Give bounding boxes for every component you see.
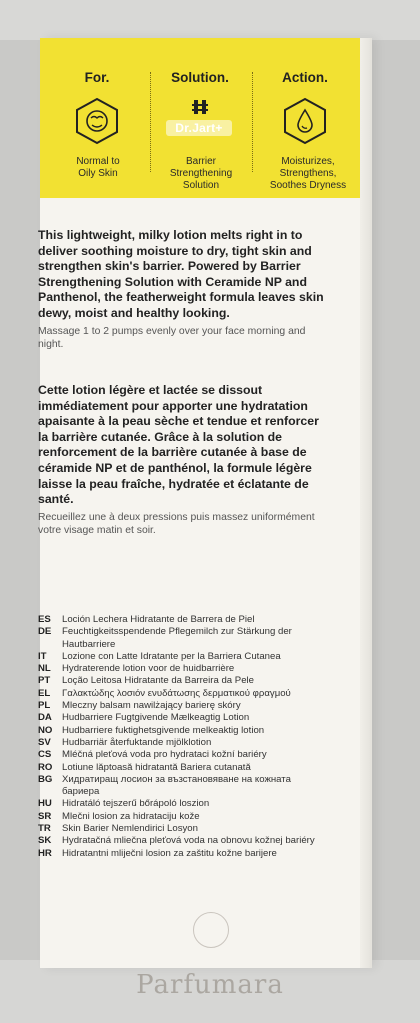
box-edge xyxy=(360,38,370,968)
face-icon xyxy=(74,96,120,146)
language-row xyxy=(38,614,328,626)
sub-line: Moisturizes, xyxy=(281,156,335,167)
language-text: Feuchtigkeitsspendende Pflegemilch zur Stärkung der Hautbarriere xyxy=(62,626,292,650)
language-code: RO xyxy=(38,761,53,773)
column-title-solution: Solution. xyxy=(171,70,229,85)
language-row xyxy=(38,737,328,749)
language-row xyxy=(38,811,328,823)
language-text: Hudbarriär återfuktande mjölklotion xyxy=(62,736,212,748)
language-text: Mleczny balsam nawilżający barierę skóry xyxy=(62,700,241,712)
language-row xyxy=(38,774,328,799)
language-text: Lozione con Latte Idratante per la Barriera Cutanea xyxy=(62,650,281,662)
language-text: Mlečni losion za hidrataciju kože xyxy=(62,810,200,822)
language-text: Hidratáló tejszerű bőrápoló loszion xyxy=(62,798,210,810)
watermark: Parfumara xyxy=(136,970,284,1000)
english-directions: Massage 1 to 2 pumps evenly over your face morning and night. xyxy=(38,325,306,350)
language-row xyxy=(38,823,328,835)
column-title-for: For. xyxy=(84,70,110,85)
language-row xyxy=(38,688,328,700)
language-row xyxy=(38,762,328,774)
language-code: PT xyxy=(38,675,51,687)
sub-line: Soothes Dryness xyxy=(269,180,347,191)
language-row xyxy=(38,712,328,724)
drop-shield-icon xyxy=(282,96,328,146)
background-top xyxy=(0,0,420,40)
language-text: Mléčná pleťová voda pro hydrataci kožní bariéry xyxy=(62,749,267,761)
language-text: Hudbarriere fuktighetsgivende melkeaktig lotion xyxy=(62,724,265,736)
language-code: NO xyxy=(38,724,53,736)
language-code: ES xyxy=(38,614,51,625)
sub-line: Strengthens, xyxy=(279,168,337,179)
column-sub-action xyxy=(260,156,356,192)
english-description xyxy=(38,228,328,351)
language-text: Γαλακτώδης λοσιόν ενυδάτωσης δερματικού φραγμού xyxy=(62,687,291,699)
language-text: Хидратиращ лосион за възстановяване на кожната бариера xyxy=(62,773,291,798)
language-row xyxy=(38,651,328,663)
english-bold-text: This lightweight, milky lotion melts right in to deliver soothing moisture to dry, tight skin and strengthen skin's barrier. Powered by Barrier Strengthening Solution with Ceramide NP and Panthenol, the featherweight formula leaves skin dewy, moist and healthy looking. xyxy=(38,228,324,320)
language-text: Hudbarriere Fugtgivende Mælkeagtig Lotion xyxy=(62,712,250,724)
language-row xyxy=(38,848,328,860)
language-text: Hydratačná mliečna pleťová voda na obnovu kožnej bariéry xyxy=(62,835,315,847)
language-text: Loção Leitosa Hidratante da Barreira da Pele xyxy=(62,675,254,687)
watermark-logo-icon xyxy=(193,912,229,948)
language-code: SK xyxy=(38,835,52,847)
language-row xyxy=(38,749,328,761)
column-title-action: Action. xyxy=(282,70,328,85)
language-code: SV xyxy=(38,736,51,748)
language-row xyxy=(38,798,328,810)
language-code: TR xyxy=(38,823,51,835)
language-text: Skin Barier Nemlendirici Losyon xyxy=(62,823,198,835)
language-code: HR xyxy=(38,847,52,859)
language-code: DE xyxy=(38,626,52,638)
language-code: BG xyxy=(38,773,53,785)
yellow-panel xyxy=(40,38,360,198)
language-row xyxy=(38,675,328,687)
sub-line: Normal to xyxy=(76,156,120,167)
language-text: Hydraterende lotion voor de huidbarrière xyxy=(62,663,235,675)
language-code: SR xyxy=(38,810,52,822)
sub-line: Oily Skin xyxy=(78,168,118,179)
language-text: Lotiune lăptoasă hidratantă Bariera cutanată xyxy=(62,761,251,773)
language-row xyxy=(38,725,328,737)
language-code: PL xyxy=(38,700,51,712)
sub-line: Solution xyxy=(182,180,220,191)
language-row xyxy=(38,626,328,651)
language-code: EL xyxy=(38,687,51,699)
brand-logo: Dr.Jart+ xyxy=(166,120,232,136)
language-list xyxy=(38,614,328,860)
language-text: Loción Lechera Hidratante de Barrera de Piel xyxy=(62,614,255,625)
sub-line: Strengthening xyxy=(169,168,233,179)
language-code: CS xyxy=(38,749,52,761)
language-code: NL xyxy=(38,663,51,675)
column-sub-for xyxy=(58,156,138,180)
language-row xyxy=(38,663,328,675)
french-bold-text: Cette lotion légère et lactée se dissout immédiatement pour apporter une hydratation apaisante à la peau sèche et tendue et renforcer la barrière cutanée. Grâce à la solution de renforcement de la barrière cutanée à base de céramide NP et de panthénol, la formule légère laisse la peau fraîche, hydratée et éclatante de santé. xyxy=(38,383,319,507)
language-row xyxy=(38,700,328,712)
language-code: IT xyxy=(38,650,47,662)
divider xyxy=(150,72,151,172)
sub-line: Barrier xyxy=(185,156,216,167)
divider xyxy=(252,72,253,172)
language-row xyxy=(38,835,328,847)
french-description xyxy=(38,383,328,538)
language-code: DA xyxy=(38,712,52,724)
language-code: HU xyxy=(38,798,52,810)
column-sub-solution xyxy=(158,156,244,192)
french-directions: Recueillez une à deux pressions puis massez uniformément votre visage matin et soir. xyxy=(38,511,315,537)
language-text: Hidratantni mliječni losion za zaštitu kožne barijere xyxy=(62,847,277,859)
